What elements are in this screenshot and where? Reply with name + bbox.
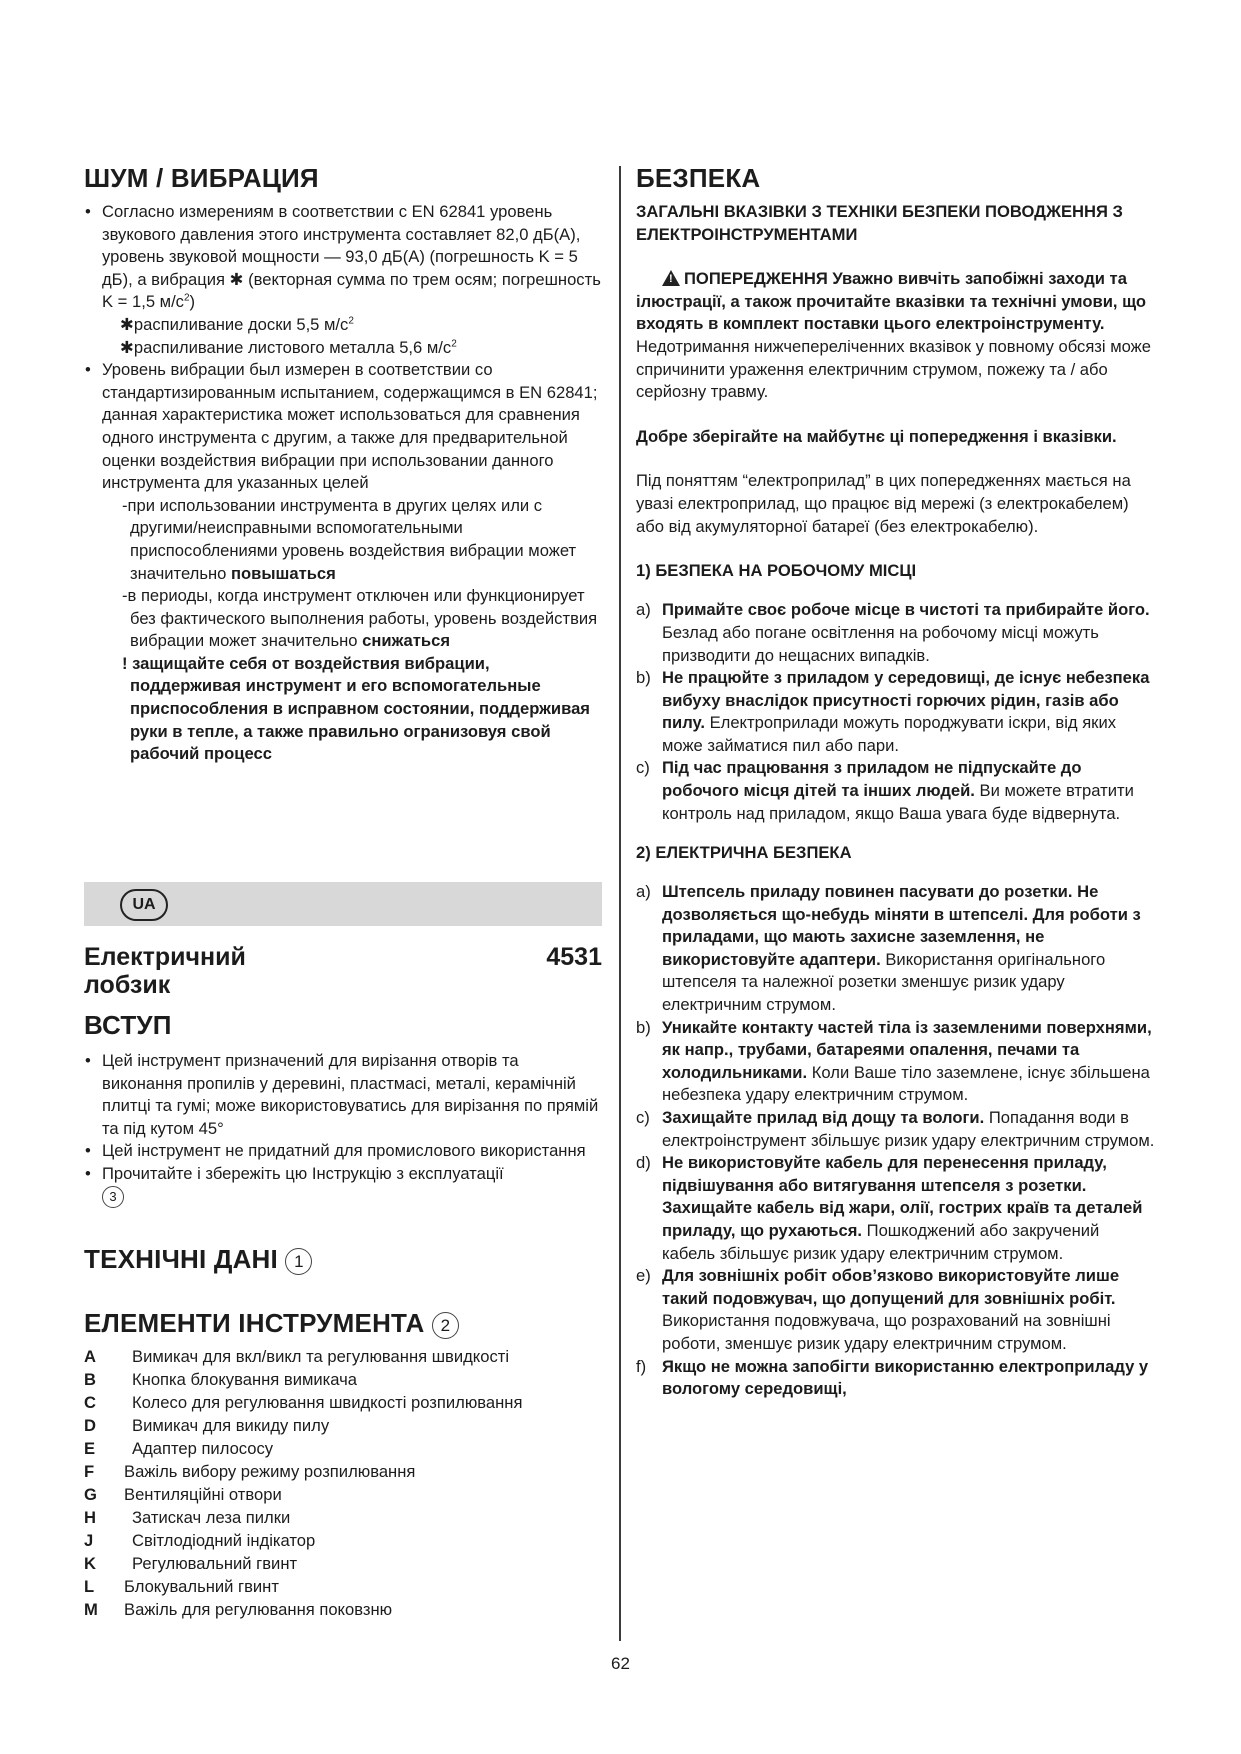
asterisk-icon: ✱ <box>120 314 134 334</box>
list-item: K Регулювальний гвинт <box>84 1553 298 1573</box>
general-safety-heading: ЗАГАЛЬНІ ВКАЗІВКИ З ТЕХНІКИ БЕЗПЕКИ ПОВОДЖЕННЯ З ЕЛЕКТРОІНСТРУМЕНТАМИ <box>636 202 1123 244</box>
list-item: b) Уникайте контакту частей тіла із заземленими поверхнями, як напр., трубами, батареями опалення, печами та холодильниками. Коли Ваше тіло заземлене, існує збільшена небезпека удару електричним струмом. <box>636 1017 1152 1105</box>
warning-paragraph: ! ПОПЕРЕДЖЕННЯ Уважно вивчіть запобіжні заходи та ілюстрації, а також прочитайте вказівки та технічні умови, що входять в комплект поставки цього електроінструменту. Недотримання нижчепереліченних вказівок у повному обсязі може спричинити ураження електричним струмом, пожежу та / або серйозну травму. <box>636 269 1151 402</box>
vibration-dash-2: -в периоды, когда инструмент отключен или функционирует без фактического выполнения работы, уровень воздействия вибрации может значительно снижаться <box>122 586 598 651</box>
page-number: 62 <box>611 1654 630 1673</box>
list-item: C Колесо для регулювання швидкості розпилювання <box>84 1392 523 1412</box>
list-item: b) Не працюйте з приладом у середовищі, де існує небезпека вибуху внаслідок присутності горючих рідин, газів або пилу. Електроприлади можуть породжувати іскри, від яких може займатися пил або пари. <box>636 668 1150 755</box>
noise-bullet-1: • Согласно измерениям в соответствии с EN 62841 уровень звукового давления этого инструмента составляет 82,0 дБ(A), уровень звуковой мощности — 93,0 дБ(A) (погрешность K = 5 дБ), а вибрация ✱ (векторная сумма по трем осям; погрешность K = 1,5 $м/с^2$) <box>84 201 602 314</box>
product-title-line-1: Електричний <box>84 943 246 971</box>
warning-icon: ! <box>662 270 680 286</box>
figure-ref-2: 2 <box>432 1312 459 1339</box>
list-item: e) Для зовнішніх робіт обов’язково використовуйте лише такий подовжувач, що допущений для зовнішніх робіт. Використання подовжувача, що розрахований на зовнішні роботи, зменшує ризик удару електричним струмом. <box>636 1266 1120 1353</box>
list-item: c) Захищайте прилад від дощу та вологи. Попадання води в електроінструмент збільшує ризик удару електричним струмом. <box>636 1107 1155 1150</box>
intro-heading: ВСТУП <box>84 1010 172 1040</box>
list-item: F Важіль вибору режиму розпилювання <box>84 1461 416 1481</box>
elements-heading: ЕЛЕМЕНТИ ІНСТРУМЕНТА 2 <box>84 1308 602 1339</box>
safety-heading: БЕЗПЕКА <box>636 163 761 193</box>
electrical-safety-heading: 2) ЕЛЕКТРИЧНА БЕЗПЕКА <box>636 842 852 862</box>
list-item: c) Під час працювання з приладом не підпускайте до робочого місця дітей та інших людей. Ви можете втратити контроль над приладом, якщо Ваша увага буде відвернута. <box>636 758 1134 823</box>
product-title-line-2: лобзик <box>84 971 171 999</box>
vibration-value-1: ✱распиливание доски 5,5 $м/с^2$ <box>120 314 354 334</box>
figure-ref-3: 3 <box>102 1186 124 1208</box>
elements-section <box>84 1308 602 1621</box>
intro-bullet-2: • Цей інструмент не придатний для промислового використання <box>84 1140 602 1163</box>
keep-instructions: Добре зберігайте на майбутнє ці попередження і вказівки. <box>636 426 1117 446</box>
intro-bullet-3: • Прочитайте і збережіть цю Інструкцію з експлуатації 3 <box>84 1163 602 1208</box>
right-column <box>636 163 1156 1401</box>
parts-list <box>84 1345 602 1621</box>
list-item: J Світлодіодний індікатор <box>84 1530 316 1550</box>
list-item: a) Штепсель приладу повинен пасувати до розетки. Не дозволяється що-небудь міняти в штепселі. Для роботи з приладами, що мають захисне заземлення, не використовуйте адаптери. Використання оригінального штепселя та належної розетки зменшує ризик удару електричним струмом. <box>636 882 1141 1014</box>
noise-heading: ШУМ / ВИБРАЦИЯ <box>84 163 319 193</box>
list-item: M Важіль для регулювання поковзню <box>84 1599 393 1619</box>
figure-ref-1: 1 <box>285 1248 312 1275</box>
definition-paragraph: Під поняттям “електроприлад” в цих попередженнях мається на увазі електроприлад, що працює від мережі (з електрокабелем) або від акумуляторної батареї (без електрокабелю). <box>636 471 1131 536</box>
list-item: B Кнопка блокування вимикача <box>84 1369 358 1389</box>
tech-section <box>84 1244 602 1283</box>
tech-heading: ТЕХНІЧНІ ДАНІ 1 <box>84 1244 602 1275</box>
list-item: A Вимикач для вкл/викл та регулювання швидкості <box>84 1346 510 1366</box>
list-item: f) Якщо не можна запобігти використанню електроприладу у вологому середовищі, <box>636 1356 1149 1399</box>
left-column <box>84 163 602 766</box>
list-item: G Вентиляційні отвори <box>84 1484 282 1504</box>
list-item: L Блокувальний гвинт <box>84 1576 279 1596</box>
model-number: 4531 <box>546 943 602 971</box>
vibration-dash-1: -при использовании инструмента в других целях или с другими/неисправными вспомогательными приспособлениями уровень воздействия вибрации может значительно повышаться <box>122 495 577 583</box>
language-badge: UA <box>120 889 168 921</box>
asterisk-icon: ✱ <box>120 337 134 357</box>
product-title <box>84 943 602 999</box>
list-item: H Затискач леза пилки <box>84 1507 291 1527</box>
list-item: E Адаптер пилососу <box>84 1438 274 1458</box>
language-band <box>84 882 602 926</box>
protect-warning: ! защищайте себя от воздействия вибрации, поддерживая инструмент и его вспомогательные приспособления в исправном состоянии, поддерживая руки в тепле, а также правильно огранизовуя свой рабочий процесс <box>122 653 590 764</box>
column-divider <box>619 166 621 1641</box>
list-item: d) Не використовуйте кабель для перенесення приладу, підвішування або витягування штепселя з розетки. Захищайте кабель від жари, олії, гострих країв та деталей приладу, що рухаються. Пошкоджений або закручений кабель збільшує ризик удару електричним струмом. <box>636 1153 1143 1263</box>
list-item: a) Примайте своє робоче місце в чистоті та прибирайте його. Безлад або погане освітлення на робочому місці можуть призводити до нещасних випадків. <box>636 600 1150 665</box>
work-area-safety-heading: 1) БЕЗПЕКА НА РОБОЧОМУ МІСЦІ <box>636 561 917 581</box>
list-item: D Вимикач для викиду пилу <box>84 1415 330 1435</box>
noise-bullet-2: • Уровень вибрации был измерен в соответствии со стандартизированным испытанием, содержащимся в EN 62841; данная характеристика может использоваться для сравнения одного инструмента с другим, а также для предварительной оценки воздействия вибрации при использовании данного инструмента для указанных целей <box>84 359 602 495</box>
vibration-value-2: ✱распиливание листового металла 5,6 $м/с^2$ <box>120 337 457 357</box>
intro-bullet-1: • Цей інструмент призначений для вирізання отворів та виконання пропилів у деревині, пластмасі, металі, керамічній плитці та гумі; може використовуватись для вирізання по прямій та під кутом 45° <box>84 1050 602 1140</box>
intro-section <box>84 1010 602 1208</box>
